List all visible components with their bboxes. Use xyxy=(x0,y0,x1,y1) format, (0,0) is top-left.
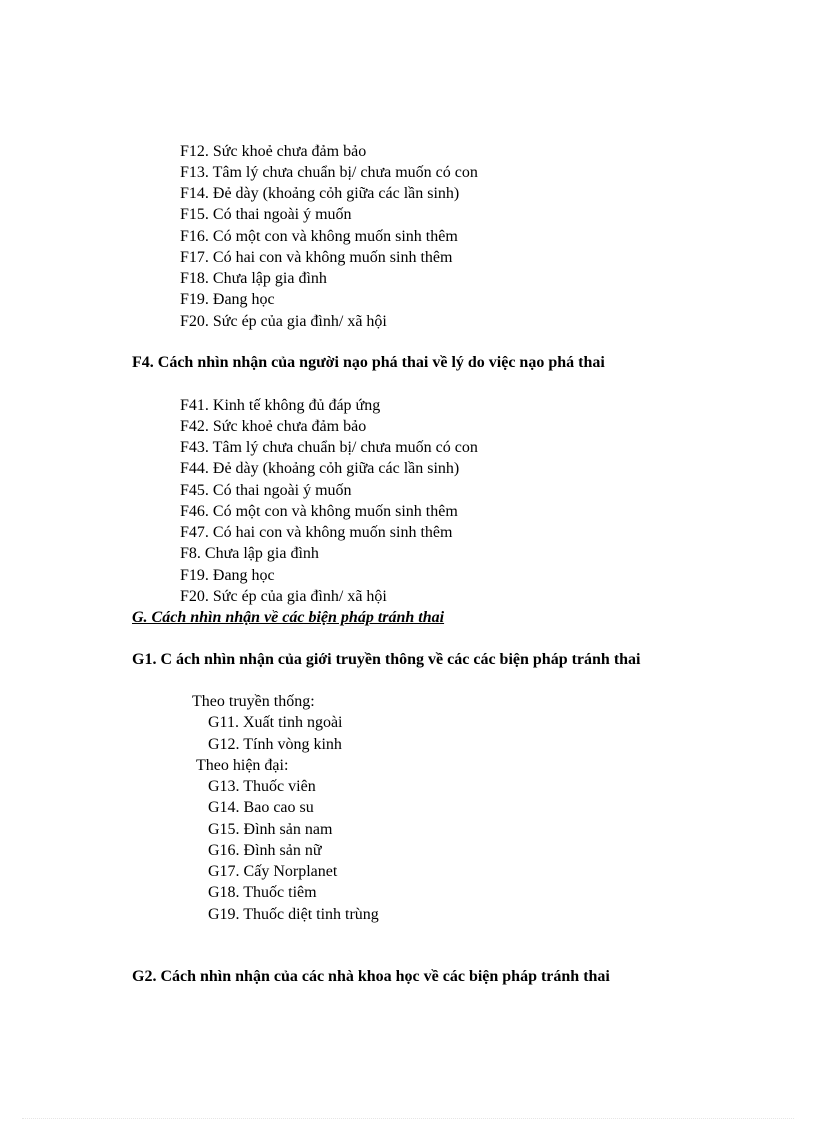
list-item: G19. Thuốc diệt tinh trùng xyxy=(208,906,379,923)
list-item: F16. Có một con và không muốn sinh thêm xyxy=(180,228,458,245)
section-heading-g2: G2. Cách nhìn nhận của các nhà khoa học về các biện pháp tránh thai xyxy=(132,968,610,985)
list-item: F44. Đẻ dày (khoảng cỏh giữa các lần sinh) xyxy=(180,460,460,477)
list-item: G17. Cấy Norplanet xyxy=(208,863,338,880)
list-item: F20. Sức ép của gia đình/ xã hội xyxy=(180,313,387,330)
list-item: G14. Bao cao su xyxy=(208,799,314,816)
list-item: F43. Tâm lý chưa chuẩn bị/ chưa muốn có con xyxy=(180,439,478,456)
section-heading-f4: F4. Cách nhìn nhận của người nạo phá thai về lý do việc nạo phá thai xyxy=(132,354,605,371)
list-item: G12. Tính vòng kinh xyxy=(208,736,342,753)
list-item: G18. Thuốc tiêm xyxy=(208,884,317,901)
list-item: G13. Thuốc viên xyxy=(208,778,316,795)
page-bottom-divider xyxy=(22,1118,794,1119)
list-item: F12. Sức khoẻ chưa đảm bảo xyxy=(180,143,367,160)
section-heading-g: G. Cách nhìn nhận về các biện pháp tránh thai xyxy=(132,609,445,626)
list-item: F46. Có một con và không muốn sinh thêm xyxy=(180,503,458,520)
list-item: F8. Chưa lập gia đình xyxy=(180,545,319,562)
group-label-modern: Theo hiện đại: xyxy=(196,757,289,774)
section-heading-g1: G1. C ách nhìn nhận của giới truyền thông về các các biện pháp tránh thai xyxy=(132,651,641,668)
list-item: F20. Sức ép của gia đình/ xã hội xyxy=(180,588,387,605)
list-item: F14. Đẻ dày (khoảng cỏh giữa các lần sinh) xyxy=(180,185,460,202)
list-item: F13. Tâm lý chưa chuẩn bị/ chưa muốn có con xyxy=(180,164,478,181)
list-item: F47. Có hai con và không muốn sinh thêm xyxy=(180,524,453,541)
list-item: G15. Đình sản nam xyxy=(208,821,333,838)
list-item: F15. Có thai ngoài ý muốn xyxy=(180,206,352,223)
group-label-traditional: Theo truyền thống: xyxy=(192,693,315,710)
list-item: F19. Đang học xyxy=(180,291,275,308)
list-item: F19. Đang học xyxy=(180,567,275,584)
list-item: F18. Chưa lập gia đình xyxy=(180,270,327,287)
list-item: F41. Kinh tế không đủ đáp ứng xyxy=(180,397,381,414)
list-item: G11. Xuất tinh ngoài xyxy=(208,714,343,731)
list-item: F17. Có hai con và không muốn sinh thêm xyxy=(180,249,453,266)
list-item: F45. Có thai ngoài ý muốn xyxy=(180,482,352,499)
list-item: G16. Đình sản nữ xyxy=(208,842,322,859)
list-item: F42. Sức khoẻ chưa đảm bảo xyxy=(180,418,367,435)
